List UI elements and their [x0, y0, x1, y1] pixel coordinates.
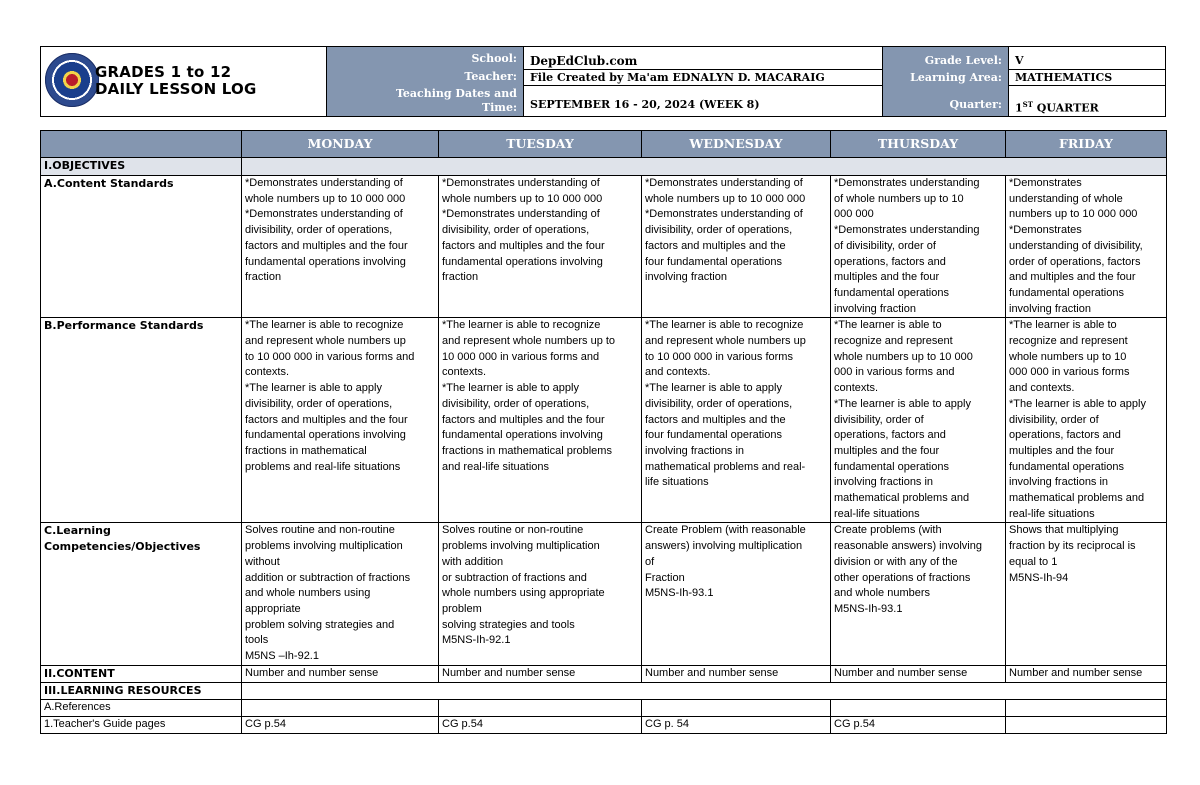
content-label: II.CONTENT [41, 665, 242, 682]
content-row [41, 665, 1167, 682]
references-wednesday [642, 699, 831, 716]
learning-competencies-label: C.Learning Competencies/Objectives [41, 523, 242, 665]
title-line-2: DAILY LESSON LOG [95, 80, 257, 98]
corner-cell [41, 131, 242, 158]
content-standards-monday: *Demonstrates understanding of whole numbers up to 10 000 000 *Demonstrates understanding of divisibility, order of operations, factors and multiples and the four fundamental operations involving fraction [242, 176, 439, 318]
day-header-thursday: THURSDAY [831, 131, 1006, 158]
performance-standards-label: B.Performance Standards [41, 318, 242, 523]
content-standards-friday: *Demonstrates understanding of whole numbers up to 10 000 000 *Demonstrates understanding of divisibility, order of operations, factors and multiples and the four fundamental operations involving fraction [1006, 176, 1167, 318]
content-tuesday: Number and number sense [439, 665, 642, 682]
performance-standards-thursday: *The learner is able to recognize and represent whole numbers up to 10 000 000 in various forms and contexts. *The learner is able to apply divisibility, order of operations, factors and multiples and the four fundamental operations involving fractions in mathematical problems and real-life situations [831, 318, 1006, 523]
performance-standards-wednesday: *The learner is able to recognize and represent whole numbers up to 10 000 000 in various forms and contexts. *The learner is able to apply divisibility, order of operations, factors and multiples and the four fundamental operations involving fractions in mathematical problems and real- life situations [642, 318, 831, 523]
teachers-guide-monday: CG p.54 [242, 716, 439, 733]
school-label: School: [327, 47, 523, 70]
learning-area-value: MATHEMATICS [1009, 70, 1165, 86]
learning-resources-row [41, 682, 1167, 699]
objectives-label: I.OBJECTIVES [41, 158, 242, 176]
content-standards-wednesday: *Demonstrates understanding of whole numbers up to 10 000 000 *Demonstrates understanding of divisibility, order of operations, factors and multiples and the four fundamental operations involving fraction [642, 176, 831, 318]
teachers-guide-tuesday: CG p.54 [439, 716, 642, 733]
objectives-section-row [41, 158, 1167, 176]
performance-standards-friday: *The learner is able to recognize and represent whole numbers up to 10 000 000 in various forms and contexts. *The learner is able to apply divisibility, order of operations, factors and multiples and the four fundamental operations involving fractions in mathematical problems and real-life situations [1006, 318, 1167, 523]
header-info-grid [327, 47, 1165, 116]
performance-standards-tuesday: *The learner is able to recognize and represent whole numbers up to 10 000 000 in various forms and contexts. *The learner is able to apply divisibility, order of operations, factors and multiples and the four fundamental operations involving fractions in mathematical problems and real-life situations [439, 318, 642, 523]
grade-level-value: V [1009, 47, 1165, 70]
quarter-label: Quarter: [883, 86, 1008, 116]
references-row [41, 699, 1167, 716]
teachers-guide-row [41, 716, 1167, 733]
references-friday [1006, 699, 1167, 716]
teacher-value: File Created by Ma'am EDNALYN D. MACARAIG [524, 70, 882, 86]
quarter-value: 1ST QUARTER [1009, 86, 1165, 116]
learning-area-label: Learning Area: [883, 70, 1008, 86]
content-standards-tuesday: *Demonstrates understanding of whole numbers up to 10 000 000 *Demonstrates understanding of divisibility, order of operations, factors and multiples and the four fundamental operations involving fraction [439, 176, 642, 318]
document-title [95, 64, 257, 98]
references-thursday [831, 699, 1006, 716]
references-label: A.References [41, 699, 242, 716]
teachers-guide-wednesday: CG p. 54 [642, 716, 831, 733]
content-monday: Number and number sense [242, 665, 439, 682]
performance-standards-row [41, 318, 1167, 523]
day-header-tuesday: TUESDAY [439, 131, 642, 158]
learning-resources-label: III.LEARNING RESOURCES [41, 682, 242, 699]
learning-competencies-tuesday: Solves routine or non-routine problems involving multiplication with addition or subtraction of fractions and whole numbers using appropriate problem solving strategies and tools M5NS-Ih-92.1 [439, 523, 642, 665]
title-line-1: GRADES 1 to 12 [95, 63, 232, 81]
lesson-log-header [40, 46, 1166, 117]
content-thursday: Number and number sense [831, 665, 1006, 682]
teachers-guide-friday [1006, 716, 1167, 733]
content-friday: Number and number sense [1006, 665, 1167, 682]
performance-standards-monday: *The learner is able to recognize and represent whole numbers up to 10 000 000 in various forms and contexts. *The learner is able to apply divisibility, order of operations, factors and multiples and the four fundamental operations involving fractions in mathematical problems and real-life situations [242, 318, 439, 523]
learning-competencies-wednesday: Create Problem (with reasonable answers) involving multiplication of Fraction M5NS-Ih-93.1 [642, 523, 831, 665]
grade-level-label: Grade Level: [883, 47, 1008, 70]
learning-competencies-friday: Shows that multiplying fraction by its reciprocal is equal to 1 M5NS-Ih-94 [1006, 523, 1167, 665]
references-tuesday [439, 699, 642, 716]
teachers-guide-thursday: CG p.54 [831, 716, 1006, 733]
day-header-monday: MONDAY [242, 131, 439, 158]
content-standards-label: A.Content Standards [41, 176, 242, 318]
teaching-dates-value: SEPTEMBER 16 - 20, 2024 (WEEK 8) [524, 86, 882, 116]
learning-competencies-thursday: Create problems (with reasonable answers) involving division or with any of the other operations of fractions and whole numbers M5NS-Ih-93.1 [831, 523, 1006, 665]
day-header-wednesday: WEDNESDAY [642, 131, 831, 158]
teachers-guide-label: 1.Teacher's Guide pages [41, 716, 242, 733]
school-value: DepEdClub.com [524, 47, 882, 70]
content-wednesday: Number and number sense [642, 665, 831, 682]
day-header-friday: FRIDAY [1006, 131, 1167, 158]
teacher-label: Teacher: [327, 70, 523, 86]
header-title-block [41, 47, 327, 116]
references-monday [242, 699, 439, 716]
content-standards-thursday: *Demonstrates understanding of whole numbers up to 10 000 000 *Demonstrates understanding of divisibility, order of operations, factors and multiples and the four fundamental operations involving fraction [831, 176, 1006, 318]
teaching-dates-label: Teaching Dates and Time: [327, 86, 523, 116]
lesson-log-table [40, 130, 1167, 734]
day-header-row [41, 131, 1167, 158]
learning-competencies-monday: Solves routine and non-routine problems involving multiplication without addition or subtraction of fractions and whole numbers using appropriate problem solving strategies and tools M5NS –Ih-92.1 [242, 523, 439, 665]
learning-competencies-row [41, 523, 1167, 665]
content-standards-row [41, 176, 1167, 318]
